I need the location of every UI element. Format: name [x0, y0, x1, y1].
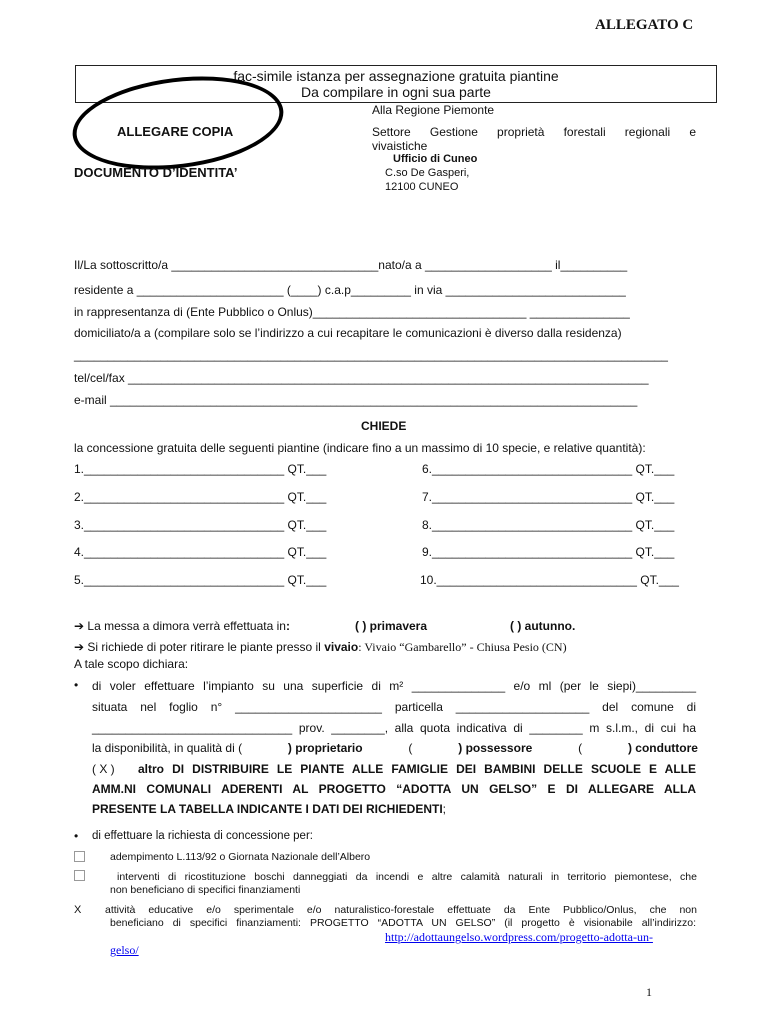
domicile-blank-line: _________________________________________________________________________________________	[74, 348, 668, 362]
title-line-2: Da compilare in ogni sua parte	[301, 84, 491, 100]
province-line: ______________________________ prov. ________, alla quota indicativa di ________ m s.l.m., di cui ha	[92, 721, 696, 735]
option-2-checkbox[interactable]	[74, 870, 85, 881]
option-2-label-1: interventi di ricostituzione boschi danneggiati da incendi e altre calamità naturali in territorio piemontese, che	[117, 871, 697, 883]
other-text-3: PRESENTE LA TABELLA INDICANTE I DATI DEI RICHIEDENTI	[92, 802, 443, 816]
other-text-3-wrap	[92, 802, 446, 816]
plant-item-3: 3.______________________________ QT.___	[74, 518, 327, 532]
project-link-continued[interactable]: gelso/	[110, 943, 139, 957]
option-3-label-1: attività educative e/o sperimentale e/o naturalistico-forestale effettuate da Ente Pubblico/Onlus, che non	[105, 904, 697, 916]
other-text-1: altro DI DISTRIBUIRE LE PIANTE ALLE FAMIGLIE DEI BAMBINI DELLE SCUOLE E ALLE	[138, 762, 696, 776]
option-1-checkbox[interactable]	[74, 851, 85, 862]
other-x-mark: ( X )	[92, 762, 115, 776]
plant-item-4: 4.______________________________ QT.___	[74, 545, 327, 559]
recipient-line-1: Alla Regione Piemonte	[372, 103, 495, 117]
domicile-line: domiciliato/a a (compilare solo se l’indirizzo a cui recapitare le comunicazioni è diverso dalla residenza)	[74, 326, 622, 340]
bullet-dot: •	[74, 678, 79, 692]
surface-line: di voler effettuare l’impianto su una superficie di m² ______________ e/o ml (per le siepi)_________	[92, 679, 696, 693]
other-line	[92, 762, 696, 776]
request-type-label: di effettuare la richiesta di concessione per:	[92, 830, 313, 842]
project-link[interactable]: http://adottaungelso.wordpress.com/progetto-adotta-un-	[385, 930, 653, 944]
pickup-vivaio: vivaio	[324, 640, 359, 654]
plant-item-5: 5.______________________________ QT.___	[74, 573, 327, 587]
request-intro: la concessione gratuita delle seguenti piantine (indicare fino a un massimo di 10 specie, e relative quantità):	[74, 441, 646, 455]
pickup-place: : Vivaio “Gambarello” - Chiusa Pesio (CN)	[358, 640, 567, 654]
owner-option: ) proprietario	[287, 741, 363, 755]
autumn-option: ( ) autunno.	[510, 619, 576, 633]
request-heading: CHIEDE	[361, 419, 407, 433]
recipient-line-3: vivaistiche	[372, 139, 428, 153]
planting-colon: :	[285, 619, 290, 633]
availability-line	[92, 741, 698, 755]
plant-item-2: 2.______________________________ QT.___	[74, 490, 327, 504]
planting-line	[74, 619, 290, 633]
arrow-right-icon: ➔	[74, 640, 85, 654]
email-line: e-mail _______________________________________________________________________________	[74, 393, 638, 407]
pickup-line	[74, 640, 567, 655]
tenant-option: ) conduttore	[627, 741, 698, 755]
pickup-text: Si richiede di poter ritirare le piante presso il	[87, 640, 321, 654]
bullet-dot: •	[74, 829, 79, 843]
recipient-address-1: C.so De Gasperi,	[385, 167, 470, 179]
option-2-label-2: non beneficiano di specifici finanziamenti	[110, 884, 301, 896]
title-line-1: fac-simile istanza per assegnazione gratuita piantine	[233, 68, 559, 84]
option-3-label-2: beneficiano di specifici finanziamenti: PROGETTO “ADOTTA UN GELSO” (il progetto è visionabile all’indirizzo:	[110, 917, 696, 929]
phone-line: tel/cel/fax ______________________________________________________________________________	[74, 371, 649, 385]
attach-copy-label: ALLEGARE COPIA	[117, 124, 234, 139]
recipient-address-2: 12100 CUNEO	[385, 181, 459, 193]
recipient-office: Ufficio di Cuneo	[393, 153, 478, 165]
plant-item-1: 1.______________________________ QT.___	[74, 462, 327, 476]
declares-label: A tale scopo dichiara:	[74, 657, 189, 671]
applicant-name-line: Il/La sottoscritto/a _______________________________nato/a a ___________________ il__________	[74, 258, 628, 272]
possessor-paren: (	[408, 741, 413, 755]
option-1-label: adempimento L.113/92 o Giornata Nazionale dell’Albero	[110, 851, 371, 863]
residence-line: residente a ______________________ (____) c.a.p_________ in via ___________________________	[74, 283, 626, 297]
plant-item-8: 8.______________________________ QT.___	[422, 518, 675, 532]
representation-line: in rappresentanza di (Ente Pubblico o Onlus)________________________________ _______________	[74, 305, 630, 319]
planting-text: La messa a dimora verrà effettuata in	[87, 619, 286, 633]
plant-item-6: 6.______________________________ QT.___	[422, 462, 675, 476]
availability-text: la disponibilità, in qualità di (	[92, 741, 243, 755]
plant-item-10: 10.______________________________ QT.___	[420, 573, 679, 587]
annex-label: ALLEGATO C	[595, 17, 694, 33]
tenant-paren: (	[578, 741, 583, 755]
other-text-3-end: ;	[442, 802, 447, 816]
page-number: 1	[646, 985, 652, 999]
spring-option: ( ) primavera	[355, 619, 428, 633]
plant-item-7: 7.______________________________ QT.___	[422, 490, 675, 504]
other-text-2: AMM.NI COMUNALI ADERENTI AL PROGETTO “ADOTTA UN GELSO” E DI ALLEGARE ALLA	[92, 782, 696, 796]
parcel-line: situata nel foglio n° ______________________ particella ____________________ del comune di	[92, 700, 696, 714]
option-3-mark[interactable]: X	[74, 904, 82, 916]
arrow-right-icon: ➔	[74, 619, 85, 633]
possessor-option: ) possessore	[458, 741, 533, 755]
plant-item-9: 9.______________________________ QT.___	[422, 545, 675, 559]
recipient-line-2: Settore Gestione proprietà forestali regionali e	[372, 125, 696, 139]
identity-document-label: DOCUMENTO D’IDENTITA’	[74, 165, 238, 180]
